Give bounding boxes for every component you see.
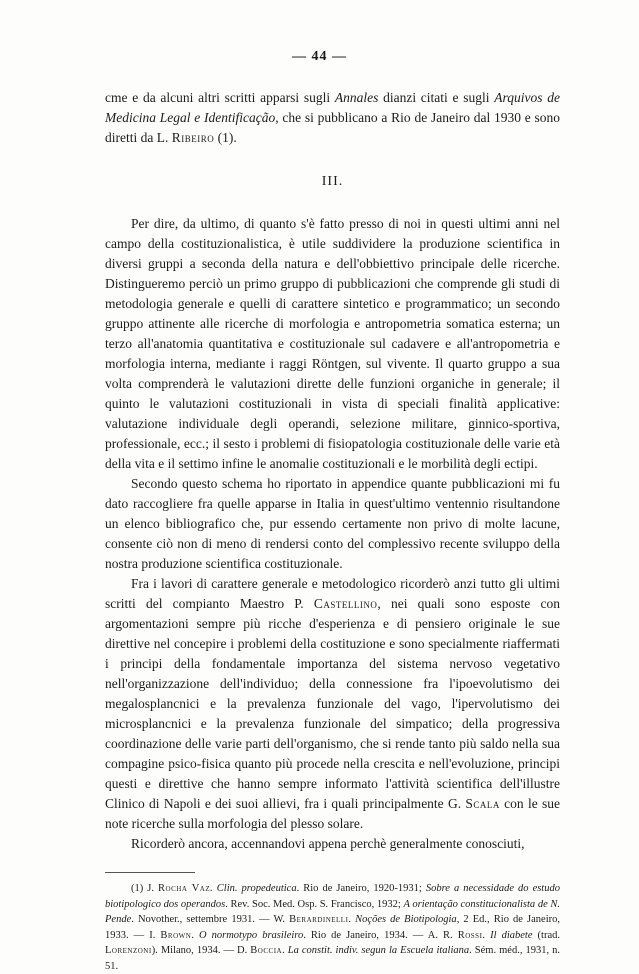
paragraph-continuation: cme e da alcuni altri scritti apparsi sugli Annales dianzi citati e sugli Arquivos de Medicina Legal e Identificação, che si pubblicano a Rio de Janeiro dal 1930 e sono diretti da L. Ribeiro (1). (105, 90, 560, 145)
paragraph-castellino: Fra i lavori di carattere generale e metodologico ricorderò anzi tutto gli ultimi scritti del compianto Maestro P. Castellino, nei quali sono esposte con argomentazioni sempre più ricche d'esperienza e di pensiero originale le sue direttive nel concepire i problemi della costituzione e sono specialmente riaffermati i principi della fondamentale importanza del sistema nervoso vegetativo nell'organizzazione dell'individuo; della connessione fra l'ipoevolutismo dei megalosplancnici e la prevalenza funzionale del vago, l'ipervolutismo dei microsplancnici e la prevalenza funzionale del simpatico; della progressiva coordinazione delle varie parti dell'organismo, che si rende tanto più saldo nella sua compagine psico-fisica quanto più procede nella crescita e nell'evoluzione, principi questi e direttive che hanno sempre informato l'attività scientifica dell'illustre Clinico di Napoli e dei suoi allievi, fra i quali principalmente G. Scala con le sue note ricerche sulla morfologia del plesso solare. (105, 576, 560, 831)
paragraph-groups: Per dire, da ultimo, di quanto s'è fatto presso di noi in questi ultimi anni nel campo della costituzionalistica, è utile suddividere la produzione scientifica in diversi gruppi a seconda della natura e dell'obbiettivo principale delle ricerche. Distingueremo perciò un primo gruppo di pubblicazioni che comprende gli studi di metodologia generale e quelli di carattere sintetico e programmatico; un secondo gruppo attinente alle ricerche di morfologia e antropometria somatica esterna; un terzo all'anatomia quantitativa e costituzionale sul cadavere e all'antropometria e morfologia interna, mediante i raggi Röntgen, sul vivente. Il quarto gruppo a sua volta comprenderà le valutazioni dirette delle funzioni organiche in generale; il quinto le valutazioni costituzionali in vista di speciali finalità applicative: valutazione individuale degli operandi, selezione militare, ginnico-sportiva, professionale, ecc.; il sesto i problemi di fisiopatologia costituzionale delle varie età della vita e il settimo infine le anomalie costituzionali e le morbilità degli ectipi. (105, 216, 560, 471)
paragraph-appendix: Secondo questo schema ho riportato in appendice quante pubblicazioni mi fu dato raccogliere fra quelle apparse in Italia in quest'ultimo ventennio risultandone un elenco bibliografico che, pur essendo certamente non privo di molte lacune, consente ciò non di meno di rendersi conto del complessivo recente sviluppo della nostra produzione scientifica costituzionale. (105, 476, 560, 571)
paragraph-closing: Ricorderò ancora, accennandovi appena perchè generalmente conosciuti, (131, 836, 525, 851)
page-body (105, 88, 560, 974)
footnote: (1) J. Rocha Vaz. Clin. propedeutica. Rio de Janeiro, 1920-1931; Sobre a necessidade do estudo biotipologico dos operandos. Rev. Soc. Med. Osp. S. Francisco, 1932; A orientação constitucionalista de N. Pende. Novother., settembre 1931. — W. Berardinelli. Noções de Biotipologia, 2 Ed., Rio de Janeiro, 1933. — I. Brown. O normotypo brasileiro. Rio de Janeiro, 1934. — A. R. Rossi. Il diabete (trad. Lorenzoni). Milano, 1934. — D. Boccia. La constit. indiv. segun la Escuela italiana. Sém. méd., 1931, n. 51. (105, 883, 561, 972)
section-heading: III. (321, 174, 344, 189)
page-number: — 44 — (292, 49, 347, 64)
footnote-divider (105, 872, 195, 873)
